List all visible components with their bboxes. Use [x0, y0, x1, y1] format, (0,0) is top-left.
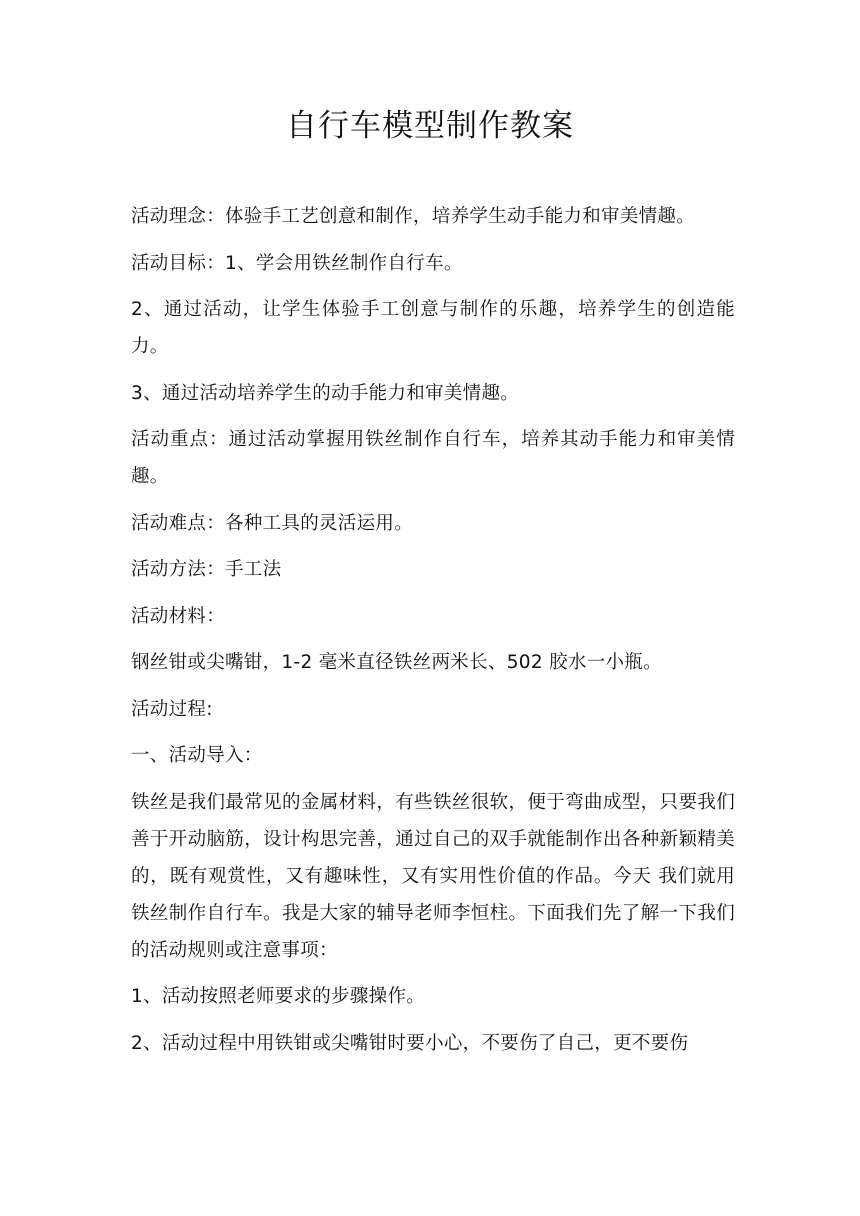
paragraph-goal-2: 2、通过活动，让学生体验手工创意与制作的乐趣，培养学生的创造能力。 — [131, 299, 735, 357]
paragraph-intro: 铁丝是我们最常见的金属材料，有些铁丝很软，便于弯曲成型，只要我们善于开动脑筋，设计构思完善，通过自己的双手就能制作出各种新颖精美的，既有观赏性，又有趣味性，又有实用性价值的作品。今天 我们就用铁丝制作自行车。我是大家的辅导老师李恒柱。下面我们先了解一下我们的活动规则或注意事项： — [131, 791, 735, 961]
paragraph-materials: 钢丝钳或尖嘴钳，1-2 毫米直径铁丝两米长、502 胶水一小瓶。 — [131, 652, 662, 673]
paragraph-rule-1: 1、活动按照老师要求的步骤操作。 — [131, 986, 426, 1007]
paragraph-difficulty: 活动难点：各种工具的灵活运用。 — [131, 512, 414, 534]
paragraph-goal-1: 活动目标：1、学会用铁丝制作自行车。 — [131, 252, 463, 274]
paragraph-goal-3: 3、通过活动培养学生的动手能力和审美情趣。 — [131, 382, 520, 404]
paragraph-materials-heading: 活动材料： — [131, 605, 226, 627]
paragraph-key-point: 活动重点：通过活动掌握用铁丝制作自行车，培养其动手能力和审美情趣。 — [131, 429, 735, 487]
paragraph-intro-heading: 一、活动导入： — [131, 745, 263, 766]
paragraph-rule-2: 2、活动过程中用铁钳或尖嘴钳时要小心，不要伤了自己，更不要伤 — [131, 1032, 689, 1054]
paragraph-philosophy: 活动理念：体验手工艺创意和制作，培养学生动手能力和审美情趣。 — [131, 206, 696, 227]
document-body — [131, 198, 735, 1071]
paragraph-method: 活动方法：手工法 — [131, 559, 282, 580]
document-title: 自行车模型制作教案 — [286, 108, 574, 144]
paragraph-process-heading: 活动过程: — [131, 698, 213, 720]
